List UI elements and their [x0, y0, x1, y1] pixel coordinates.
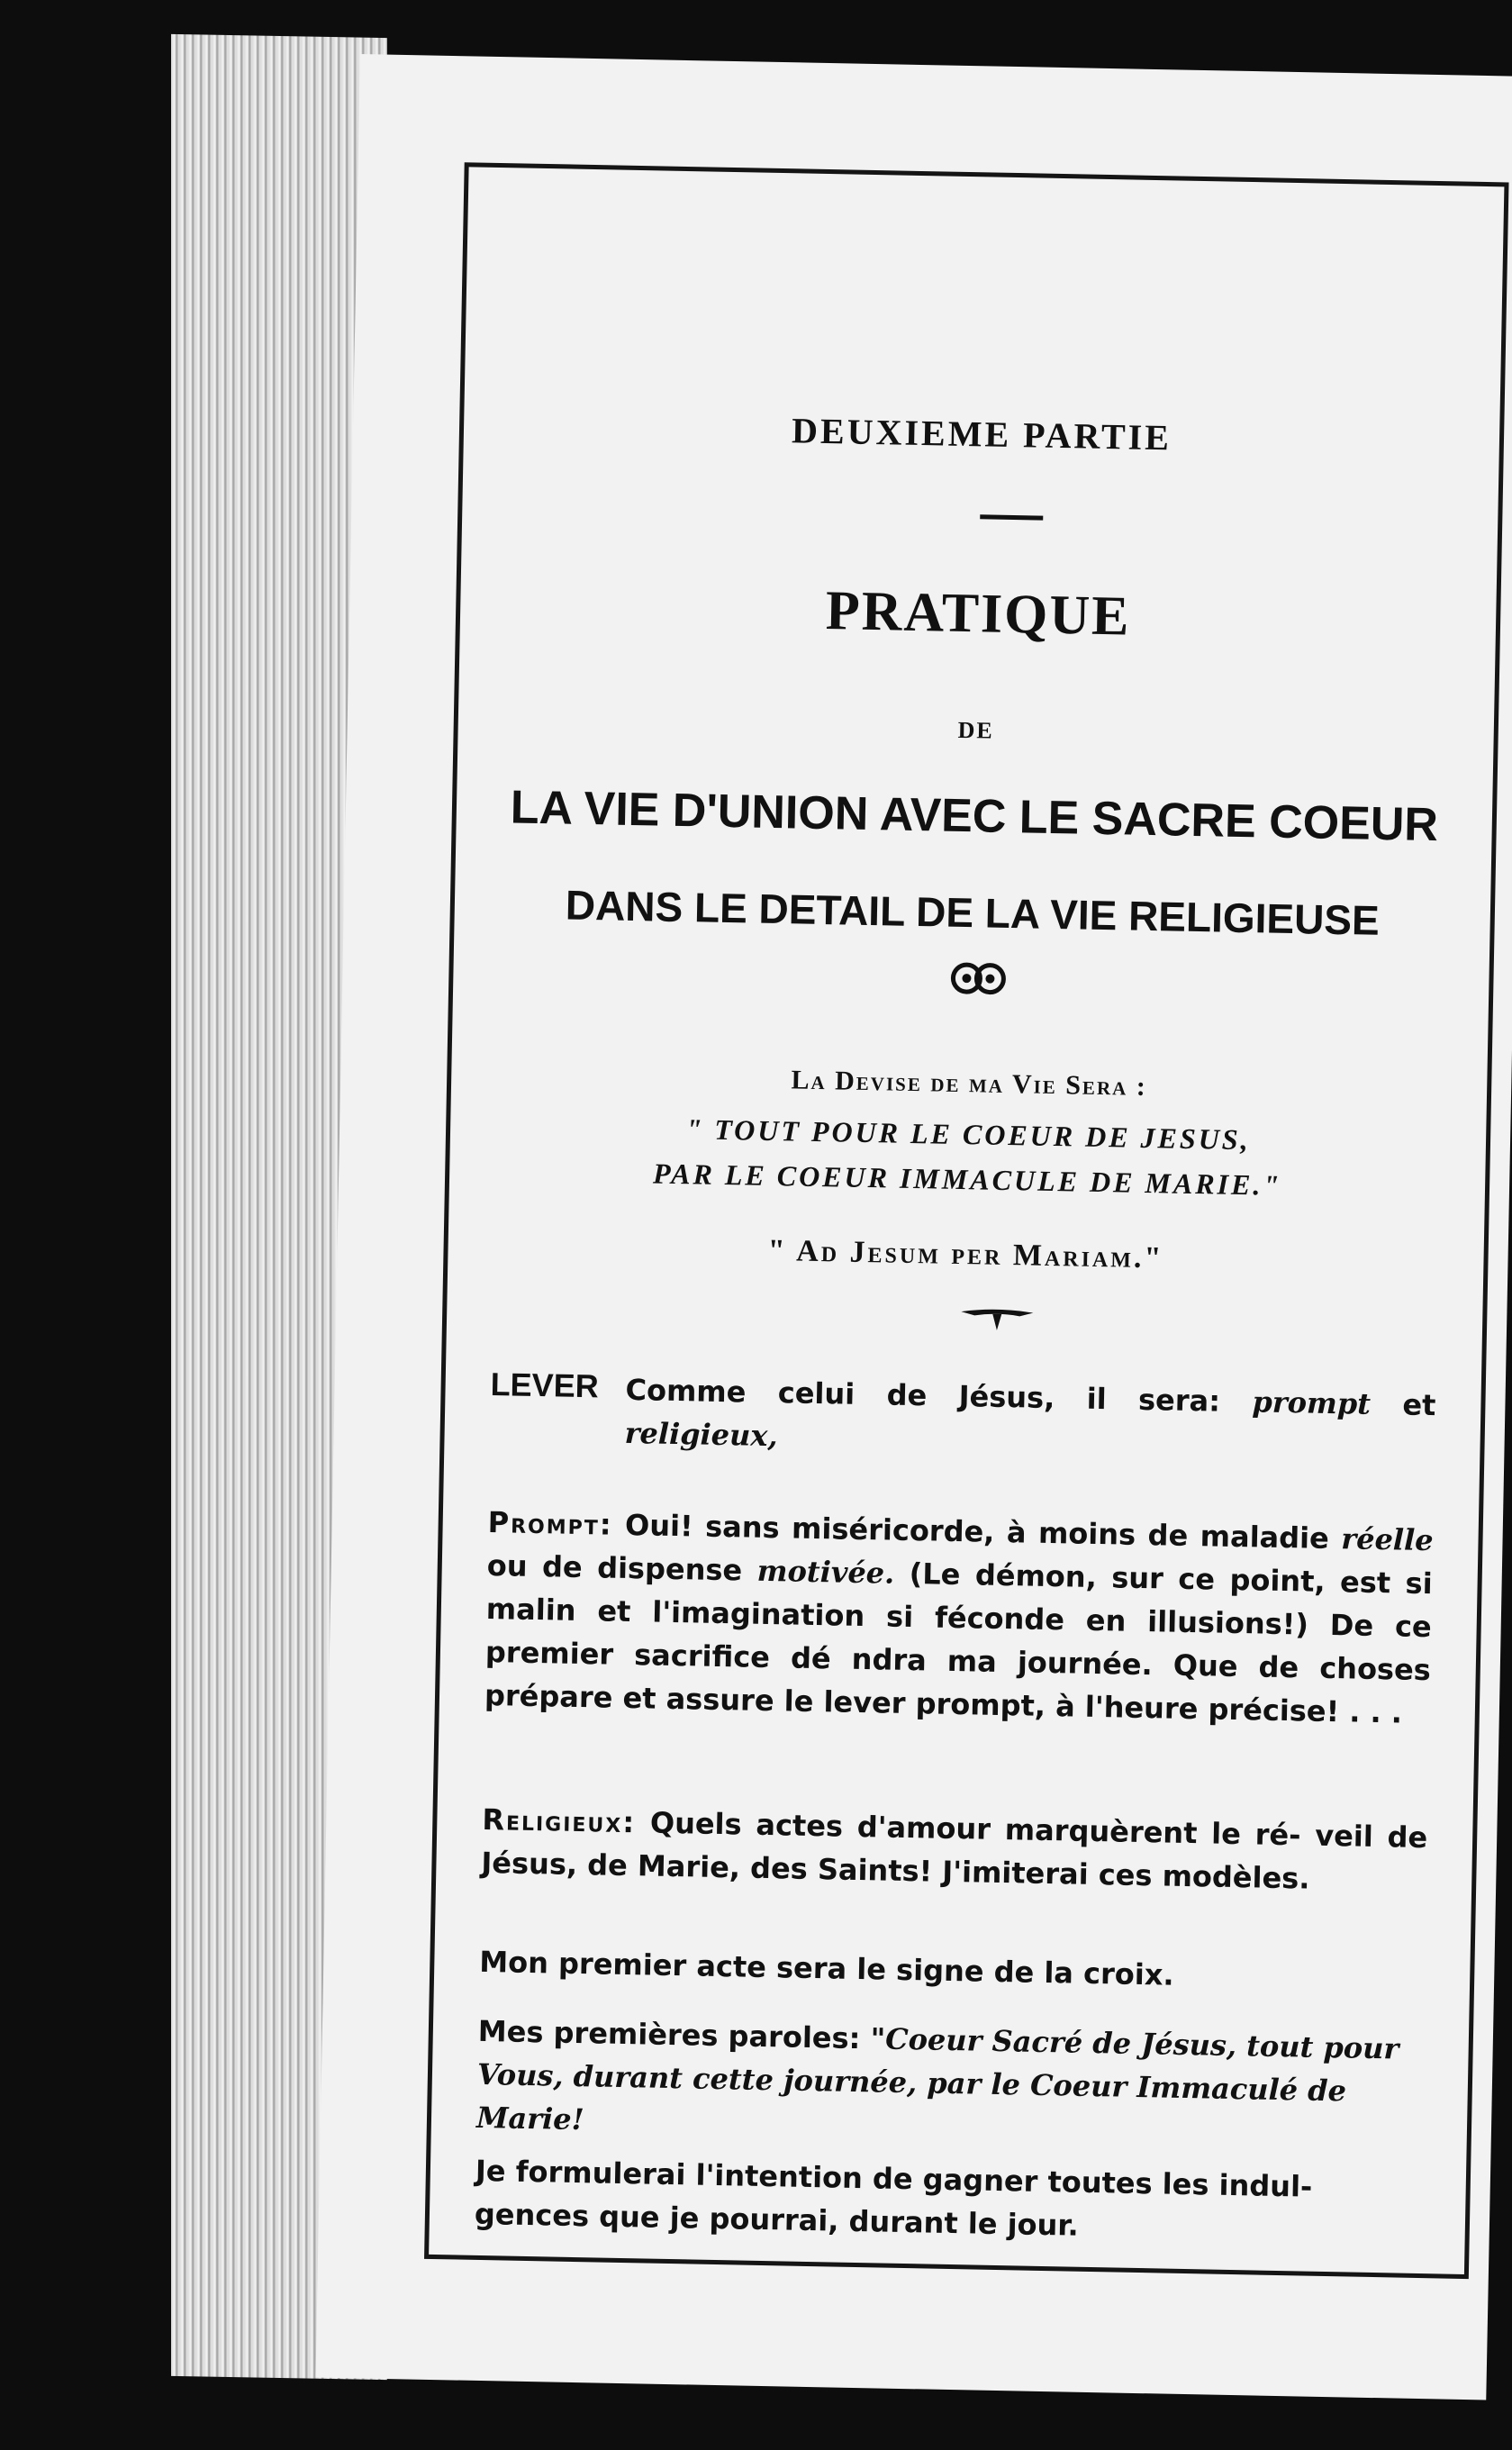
- prompt-italic-2: motivée.: [756, 1553, 895, 1591]
- fleuron-icon: [956, 1304, 1038, 1333]
- first-words-lead: Mes premières paroles: ": [477, 2013, 886, 2056]
- first-words-paragraph: [476, 2010, 1425, 2157]
- book-page: [315, 54, 1512, 2400]
- lever-conjunction: et: [1402, 1387, 1436, 1423]
- lever-paragraph: [624, 1368, 1436, 1470]
- first-words-quote: Coeur Sacré de Jésus, tout pour Vous, durant cette journée, par le Coeur Immaculé de Marie!: [475, 2021, 1399, 2137]
- intention-paragraph: Je formulerai l'intention de gagner toutes les indul- gences que je pourrai, durant le jour.: [474, 2153, 1313, 2243]
- prompt-text-4: ndra ma journée. Que de choses prépare et assure le lever prompt, à l'heure précise! . . .: [484, 1641, 1432, 1730]
- scroll-ornament-icon: [946, 960, 1010, 997]
- religieux-text: Quels actes d'amour marquèrent le ré- veil de Jésus, de Marie, des Saints! J'imiterai ces modèles.: [481, 1805, 1428, 1896]
- prompt-text-3: (Le démon, sur ce point, est si malin et l'imagination si féconde en illusions!) De ce premier sacrifice dé: [484, 1556, 1434, 1676]
- page-frame: [424, 162, 1508, 2279]
- page-title: PRATIQUE: [825, 580, 1132, 648]
- subtitle-line-1: LA VIE D'UNION AVEC LE SACRE COEUR: [510, 781, 1439, 852]
- prompt-text-2: ou de dispense: [486, 1548, 743, 1588]
- section-label-lever: LEVER: [490, 1366, 600, 1405]
- prompt-paragraph: [484, 1501, 1434, 1735]
- religieux-paragraph: [481, 1798, 1428, 1902]
- heading-rule: [980, 514, 1043, 520]
- motto-line-1: " TOUT POUR LE COEUR DE JESUS,: [685, 1112, 1252, 1157]
- part-heading: DEUXIEME PARTIE: [791, 410, 1172, 458]
- prompt-italic-1: réelle: [1340, 1521, 1434, 1558]
- title-connector: DE: [957, 716, 995, 744]
- motto-line-2: PAR LE COEUR IMMACULE DE MARIE.": [652, 1157, 1282, 1202]
- prompt-text-1: Oui! sans miséricorde, à moins de maladie: [624, 1507, 1330, 1556]
- lever-adjective-2: religieux,: [624, 1415, 778, 1454]
- latin-motto: " Ad Jesum per Mariam.": [767, 1233, 1164, 1275]
- first-act-paragraph: Mon premier acte sera le signe de la croix.: [479, 1944, 1174, 1992]
- subtitle-line-2: DANS LE DETAIL DE LA VIE RELIGIEUSE: [565, 881, 1381, 944]
- religieux-label: Religieux:: [482, 1801, 637, 1840]
- prompt-label: Prompt:: [487, 1505, 613, 1542]
- lever-text: Comme celui de Jésus, il sera:: [625, 1372, 1221, 1419]
- motto-intro: La Devise de ma Vie Sera :: [791, 1065, 1148, 1102]
- lever-adjective-1: prompt: [1252, 1384, 1372, 1421]
